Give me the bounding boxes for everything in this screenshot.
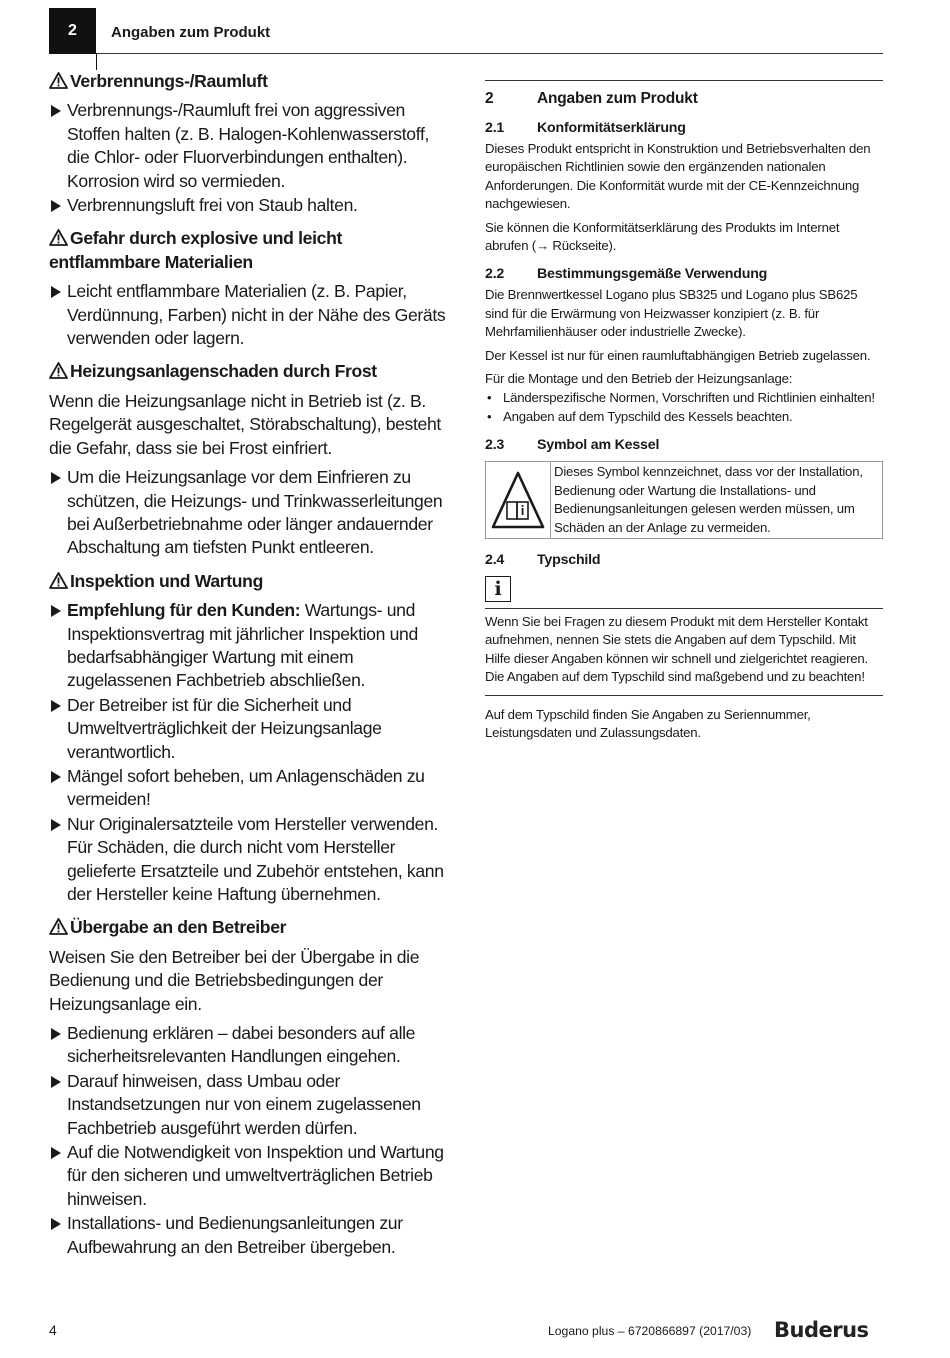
document-reference: Logano plus – 6720866897 (2017/03) [548, 1324, 752, 1338]
arrow-bullet-icon [51, 1028, 61, 1040]
paragraph: Für die Montage und den Betrieb der Heizungsanlage: [485, 371, 793, 387]
arrow-bullet-icon [51, 1218, 61, 1230]
arrow-bullet-icon [51, 200, 61, 212]
paragraph: Auf dem Typschild finden Sie Angaben zu Seriennummer, Leistungsdaten und Zulassungsdaten. [485, 706, 811, 740]
section-frost [49, 360, 449, 559]
section-heading: Inspektion und Wartung [49, 570, 449, 593]
paragraph: Wenn die Heizungsanlage nicht in Betrieb ist (z. B. Regelgerät ausgeschaltet, Störabschaltung), besteht die Gefahr, dass sie bei Frost einfriert. [49, 390, 441, 458]
info-icon: i [485, 576, 511, 602]
arrow-bullet-icon [51, 605, 61, 617]
arrow-bullet-icon [51, 771, 61, 783]
symbol-table [485, 461, 883, 539]
chapter-divider [96, 54, 97, 70]
list-item: Darauf hinweisen, dass Umbau oder Instandsetzungen nur von einem zugelassenen Fachbetrieb ausgeführt werden dürfen. [49, 1070, 449, 1140]
list-item: Leicht entflammbare Materialien (z. B. Papier, Verdünnung, Farben) nicht in der Nähe des Geräts verwenden oder lagern. [49, 280, 449, 350]
section-explosive-materials [49, 227, 449, 350]
column-rule [485, 80, 883, 81]
paragraph: Weisen Sie den Betreiber bei der Übergabe in die Bedienung und die Betriebsbedingungen der Heizungsanlage ein. [49, 946, 420, 1014]
list-item: Der Betreiber ist für die Sicherheit und Umweltverträglichkeit der Heizungsanlage verantwortlich. [49, 694, 449, 764]
section-inspection [49, 570, 449, 907]
list-item: Verbrennungs-/Raumluft frei von aggressiven Stoffen halten (z. B. Halogen-Kohlenwasserstoff, die Chlor- oder Fluorverbindungen enthalten). Korrosion wird so vermieden. [49, 99, 449, 193]
header-title: Angaben zum Produkt [111, 24, 271, 41]
subsection-heading-2-2: 2.2 Bestimmungsgemäße Verwendung [485, 266, 768, 283]
section-handover [49, 916, 449, 1259]
chapter-number: 2 [49, 8, 96, 54]
paragraph: Die Brennwertkessel Logano plus SB325 und Logano plus SB625 sind für die Erwärmung von Heizwasser konzipiert (z. B. für Mehrfamilienhäuser oder industrielle Zwecke). [485, 287, 858, 340]
brand-logo: Buderus [774, 1318, 869, 1342]
arrow-bullet-icon [51, 700, 61, 712]
chapter-heading: 2 Angaben zum Produkt [485, 90, 698, 107]
section-heading: Heizungsanlagenschaden durch Frost [49, 360, 449, 383]
list-item: • Länderspezifische Normen, Vorschriften und Richtlinien einhalten! [485, 389, 883, 407]
list-item: • Angaben auf dem Typschild des Kessels beachten. [485, 408, 883, 426]
warning-icon [49, 229, 68, 246]
section-heading: Verbrennungs-/Raumluft [49, 70, 449, 93]
section-combustion-air [49, 70, 449, 217]
note-text: Wenn Sie bei Fragen zu diesem Produkt mit dem Hersteller Kontakt aufnehmen, nennen Sie stets die Angaben auf dem Typschild. Mit Hilfe dieser Angaben können wir schnell und zielgerichtet reagieren. [485, 613, 868, 666]
warning-icon [49, 572, 68, 589]
note-end-rule [485, 695, 883, 696]
section-heading: Gefahr durch explosive und leicht entflammbare Materialien [49, 228, 342, 272]
list-item: Auf die Notwendigkeit von Inspektion und Wartung für den sicheren und umweltverträglichen Betrieb hinweisen. [49, 1141, 449, 1211]
read-manual-symbol [486, 462, 551, 538]
warning-icon [49, 918, 68, 935]
list-item: Verbrennungsluft frei von Staub halten. [49, 194, 449, 217]
arrow-bullet-icon [51, 286, 61, 298]
page-number: 4 [49, 1322, 57, 1338]
list-item: Mängel sofort beheben, um Anlagenschäden zu vermeiden! [49, 765, 449, 812]
arrow-bullet-icon [51, 472, 61, 484]
arrow-bullet-icon [51, 1147, 61, 1159]
paragraph: Sie können die Konformitätserklärung des Produkts im Internet abrufen (→ Rückseite). [485, 219, 840, 254]
product-column [485, 80, 883, 747]
warning-icon [49, 362, 68, 379]
header-rule [96, 53, 883, 54]
subsection-heading-2-4: 2.4 Typschild [485, 551, 601, 568]
symbol-description: Dieses Symbol kennzeichnet, dass vor der Installation, Bedienung oder Wartung die Installations- und Bedienungsanleitungen gelesen werden müssen, um Schäden an der Anlage zu vermeiden. [554, 464, 863, 535]
note-text: Die Angaben auf dem Typschild sind maßgebend und zu beachten! [485, 669, 865, 685]
subsection-heading-2-3: 2.3 Symbol am Kessel [485, 437, 660, 454]
list-item: Installations- und Bedienungsanleitungen zur Aufbewahrung an den Betreiber übergeben. [49, 1212, 449, 1259]
safety-column [49, 70, 449, 1269]
list-item: Bedienung erklären – dabei besonders auf alle sicherheitsrelevanten Handlungen eingehen. [49, 1022, 449, 1069]
arrow-bullet-icon [51, 819, 61, 831]
list-item: Empfehlung für den Kunden: Wartungs- und Inspektionsvertrag mit jährlicher Inspektion und bedarfsabhängiger Wartung mit einem zugelassenen Fachbetrieb abschließen. [49, 599, 449, 693]
list-item: Nur Originalersatzteile vom Hersteller verwenden. Für Schäden, die durch nicht vom Hersteller gelieferte Ersatzteile und Zubehör entstehen, kann der Hersteller keine Haftung übernehmen. [49, 813, 449, 907]
paragraph: Der Kessel ist nur für einen raumluftabhängigen Betrieb zugelassen. [485, 347, 871, 363]
read-manual-icon [490, 469, 546, 531]
arrow-bullet-icon [51, 105, 61, 117]
subsection-heading-2-1: 2.1 Konformitätserklärung [485, 120, 686, 136]
list-item: Um die Heizungsanlage vor dem Einfrieren zu schützen, die Heizungs- und Trinkwasserleitungen bei Außerbetriebnahme oder länger andauernder Abschaltung am tiefsten Punkt entleeren. [49, 466, 449, 560]
section-heading: Übergabe an den Betreiber [49, 916, 449, 939]
paragraph: Dieses Produkt entspricht in Konstruktion und Betriebsverhalten den europäischen Richtlinien sowie den ergänzenden nationalen Anforderungen. Die Konformität wurde mit der CE-Kennzeichnung nachgewiesen. [485, 141, 871, 212]
arrow-bullet-icon [51, 1076, 61, 1088]
warning-icon [49, 72, 68, 89]
note-rule [485, 608, 883, 609]
